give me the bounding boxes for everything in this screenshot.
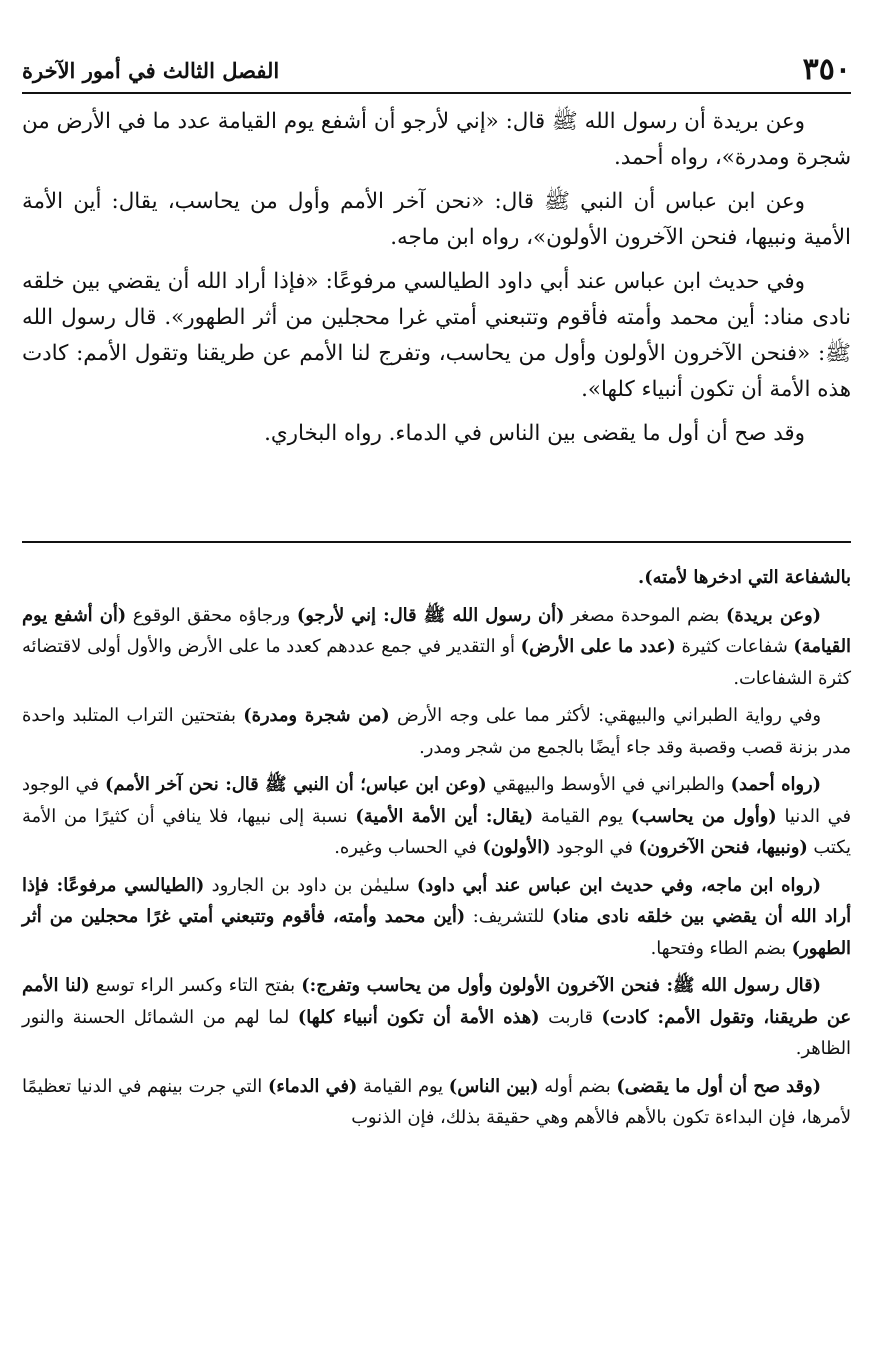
commentary-text: والطبراني في الأوسط والبيهقي (486, 774, 731, 795)
quoted-text-bold: (رواه ابن ماجه، وفي حديث ابن عباس عند أبي داود) (416, 874, 822, 896)
commentary-paragraph (22, 1071, 851, 1134)
commentary-paragraph (22, 600, 851, 695)
commentary-lead: بالشفاعة التي ادخرها لأمته). (638, 567, 851, 588)
main-text (22, 104, 851, 460)
commentary-paragraph (22, 562, 851, 594)
quoted-text-bold: (بين الناس) (448, 1075, 539, 1097)
page-header (22, 50, 851, 94)
commentary-text: أو التقدير في جمع عددهم كعدد ما على الأرض والأول أولى لاقتضائه كثرة الشفاعات. (22, 636, 851, 689)
quoted-text-bold: (وقد صح أن أول ما يقضى) (616, 1075, 821, 1097)
quoted-text-bold: (هذه الأمة أن تكون أنبياء كلها) (297, 1006, 540, 1028)
quoted-text-bold: (الأولون) (482, 837, 551, 858)
main-paragraph: وقد صح أن أول ما يقضى بين الناس في الدماء. رواه البخاري. (264, 421, 805, 446)
quoted-text-bold: (وعن بريدة) (725, 604, 822, 626)
quoted-text-bold: (رواه أحمد) (730, 774, 821, 795)
commentary-text: بفتح التاء وكسر الراء توسع (89, 975, 302, 996)
quoted-text-bold: (أن أشفع يوم القيامة) (22, 604, 851, 657)
quoted-text-bold: (أين محمد وأمته، فأقوم وتتبعني أمتي غرًا محجلين من أثر الطهور) (22, 906, 851, 959)
commentary-text: قاربت (539, 1006, 602, 1028)
commentary-text: يوم القيامة (357, 1075, 449, 1097)
quoted-text-bold: (قال رسول الله ﷺ: فنحن الآخرون الأولون وأول من يحاسب وتفرج:) (301, 975, 821, 996)
commentary-text: سليمٰن بن داود بن الجارود (204, 874, 417, 896)
quoted-text-bold: (أن رسول الله ﷺ قال: إني لأرجو) (296, 604, 565, 626)
commentary-text: لما لهم من الشمائل الحسنة والنور الظاهر. (22, 1006, 851, 1059)
commentary-text: بضم الموحدة مصغر (564, 604, 726, 626)
quoted-text-bold: (وأول من يحاسب) (630, 805, 777, 827)
commentary-paragraph (22, 870, 851, 965)
commentary-text: شفاعات كثيرة (675, 636, 794, 657)
running-title: الفصل الثالث في أمور الآخرة (22, 58, 280, 83)
quoted-text-bold: (في الدماء) (267, 1075, 358, 1097)
main-paragraph: وفي حديث ابن عباس عند أبي داود الطيالسي مرفوعًا: «فإذا أراد الله أن يقضي بين خلقه نادى مناد: أين محمد وأمته فأقوم وتتبعني أمتي غرا محجلين من أثر الطهور». قال رسول الله ﷺ: «فنحن الآخرون الأولون وأول من يحاسب، وتفرج لنا الأمم عن طريقنا وتقول الأمم: كادت هذه الأمة أن تكون أنبياء كلها». (22, 269, 851, 402)
commentary-text: للتشريف: (465, 906, 553, 927)
commentary-paragraph (22, 970, 851, 1065)
commentary-text: بضم أوله (538, 1075, 617, 1097)
commentary-text: في الوجود (550, 837, 639, 858)
page-number: ٣٥٠ (802, 52, 851, 87)
quoted-text-bold: (لنا الأمم عن طريقنا، وتقول الأمم: كادت) (22, 975, 851, 1028)
quoted-text-bold: (من شجرة ومدرة) (243, 705, 390, 726)
quoted-text-bold: (ونبيها، فنحن الآخرون) (638, 837, 808, 858)
commentary-text: التي جرت بينهم في الدنيا تعظيمًا لأمرها، فإن البداءة تكون بالأهم فالأهم وهي حقيقة بذلك، فإن الذنوب (22, 1075, 851, 1128)
quoted-text-bold: (عدد ما على الأرض) (520, 636, 676, 657)
commentary-text: في الحساب وغيره. (334, 837, 483, 858)
commentary-text: نسبة إلى نبيها، فلا ينافي أن كثيرًا من الأمة يكتب (22, 805, 851, 858)
commentary-text: بضم الطاء وفتحها. (650, 937, 792, 959)
commentary-paragraph (22, 700, 851, 763)
main-paragraph: وعن ابن عباس أن النبي ﷺ قال: «نحن آخر الأمم وأول من يحاسب، يقال: أين الأمة الأمية ونبيها، فنحن الآخرون الأولون»، رواه ابن ماجه. (22, 189, 851, 250)
main-paragraph: وعن بريدة أن رسول الله ﷺ قال: «إني لأرجو أن أشفع يوم القيامة عدد ما في الأرض من شجرة ومدرة»، رواه أحمد. (22, 109, 851, 170)
commentary-text: في الوجود في الدنيا (22, 774, 852, 827)
commentary (22, 562, 851, 1140)
commentary-text: يوم القيامة (533, 805, 631, 827)
quoted-text-bold: (يقال: أين الأمة الأمية) (355, 805, 534, 827)
commentary-text: بفتحتين التراب المتلبد واحدة مدر بزنة قصب وقصبة وقد جاء أيضًا بالجمع من شجر ومدر. (22, 705, 851, 758)
quoted-text-bold: (وعن ابن عباس؛ أن النبي ﷺ قال: نحن آخر الأمم) (105, 774, 487, 795)
commentary-paragraph (22, 769, 851, 864)
quoted-text-bold: (الطيالسي مرفوعًا: فإذا أراد الله أن يقضي بين خلقه نادى مناد) (22, 874, 852, 927)
commentary-text: ورجاؤه محقق الوقوع (126, 604, 297, 626)
section-divider (22, 541, 851, 543)
commentary-text: وفي رواية الطبراني والبيهقي: لأكثر مما على وجه الأرض (389, 705, 821, 726)
